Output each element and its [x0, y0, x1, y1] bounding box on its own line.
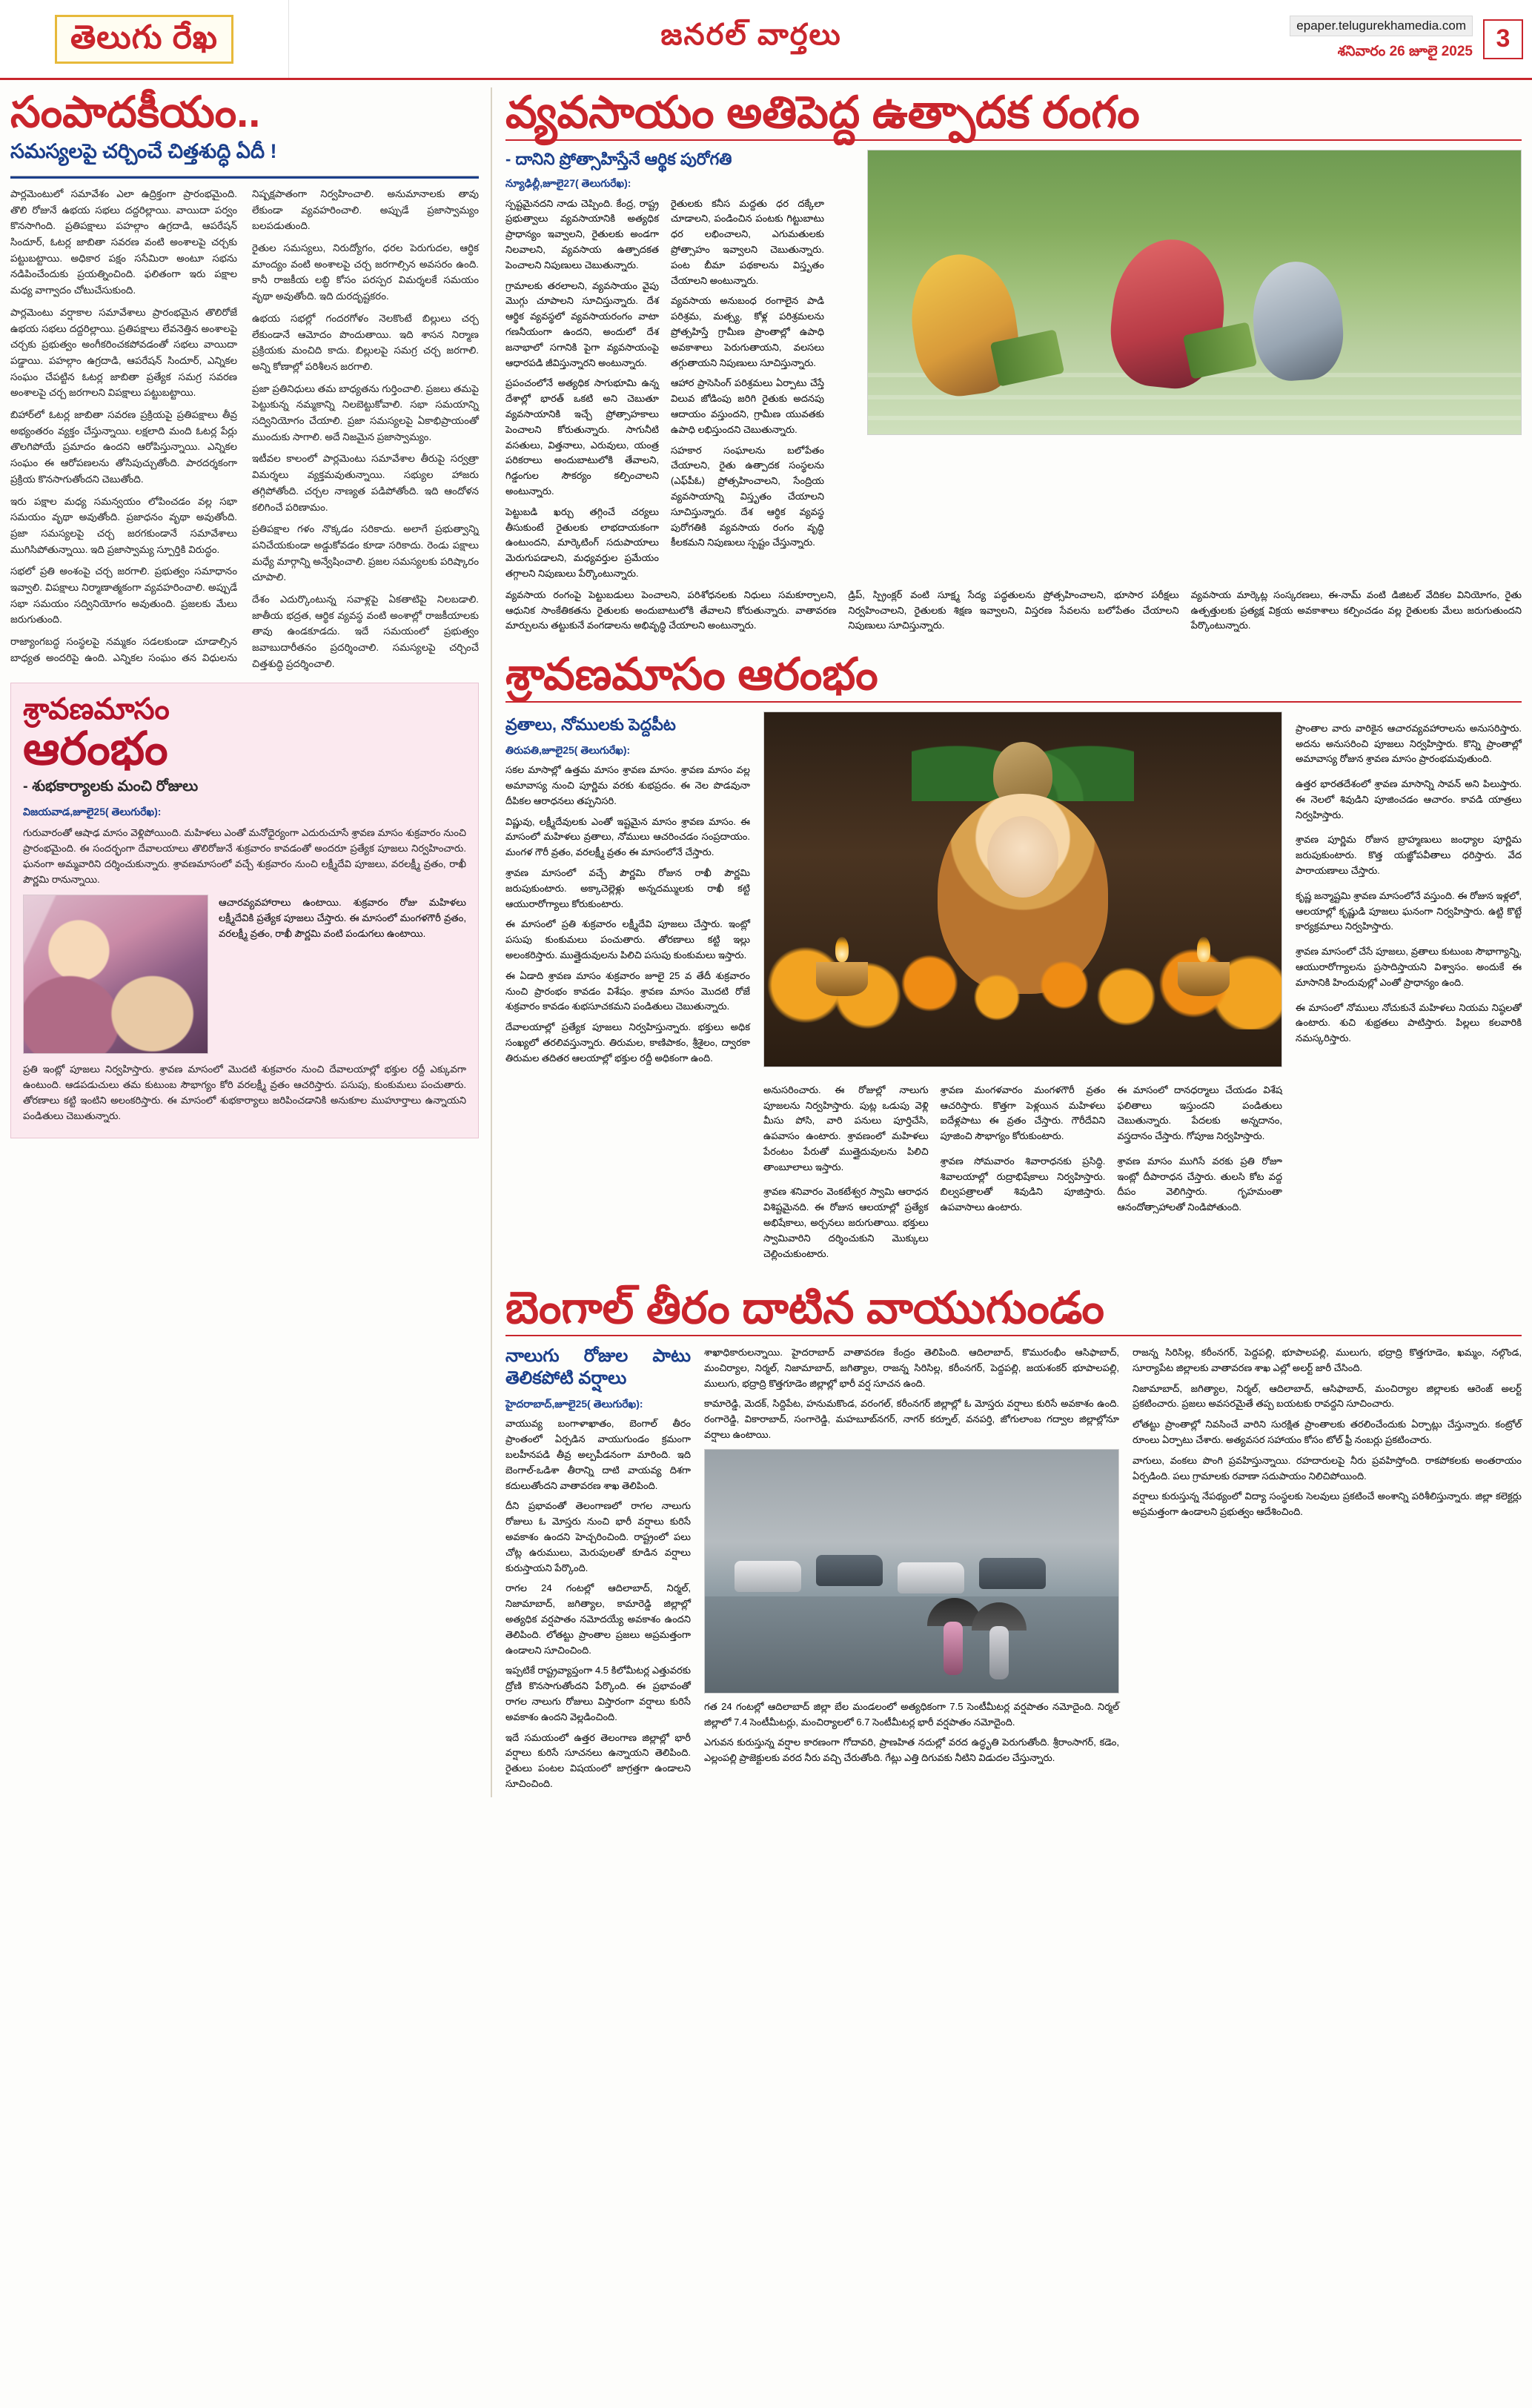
rain-paragraph: రాగల 24 గంటల్లో ఆదిలాబాద్, నిర్మల్, నిజామాబాద్, జగిత్యాల, కామారెడ్డి జిల్లాల్లో అత్యధిక వర్షపాతం నమోదయ్యే అవకాశం ఉందని తెలిపింది. లోతట్టు ప్రాంతాల ప్రజలు అప్రమత్తంగా ఉండాలని సూచించింది. [505, 1582, 691, 1656]
editorial-paragraph: దేశం ఎదుర్కొంటున్న సవాళ్లపై ఏకతాటిపై నిలబడాలి. జాతీయ భద్రత, ఆర్థిక వ్యవస్థ వంటి అంశాల్లో రాజకీయాలకు తావు ఉండకూడదు. ఇదే సమయంలో ప్రభుత్వం జవాబుదారీతనం ప్రదర్శించాలి. సమస్యలపై చర్చించే చిత్తశుద్ధి ప్రదర్శించాలి. [252, 594, 479, 669]
rain-paragraph: లోతట్టు ప్రాంతాల్లో నివసించే వారిని సురక్షిత ప్రాంతాలకు తరలించేందుకు ఏర్పాట్లు చేస్తున్నారు. కంట్రోల్ రూంలు ఏర్పాటు చేశారు. అత్యవసర సహాయం కోసం టోల్ ఫ్రీ నంబర్లు ప్రకటించారు. [1133, 1419, 1522, 1446]
editorial-paragraph: ఇరు పక్షాల మధ్య సమన్వయం లోపించడం వల్ల సభా సమయం వృథా అవుతోంది. ప్రజాధనం వృథా అవుతోంది. ప్రజా సమస్యలపై చర్చ జరగకుండానే సమావేశాలు ముగిసిపోతున్నాయి. ఇది ప్రజాస్వామ్య స్పూర్తికి విరుద్ధం. [10, 495, 237, 555]
rain-paragraph: గత 24 గంటల్లో ఆదిలాబాద్ జిల్లా బేల మండలంలో అత్యధికంగా 7.5 సెంటీమీటర్ల వర్షపాతం నమోదైంది. నిర్మల్ జిల్లాలో 7.4 సెంటీమీటర్లు, మంచిర్యాలలో 6.7 సెంటీమీటర్ల భారీ వర్షపాతం నమోదైంది. [704, 1700, 1119, 1728]
sravana-right-body [1296, 712, 1522, 1272]
divider [10, 176, 479, 179]
sidebar-headline-line1: శ్రావణమాసం [23, 692, 170, 726]
photo-oil-lamp [1178, 962, 1230, 996]
sravana-paragraph: శ్రావణ శనివారం వెంకటేశ్వర స్వామి ఆరాధన విశిష్టమైనది. ఈ రోజున ఆలయాల్లో ప్రత్యేక అభిషేకాలు, అర్చనలు జరుగుతాయి. భక్తులు స్వామివారిని దర్శించుకుని మొక్కులు చెల్లించుకుంటారు. [763, 1186, 929, 1259]
agri-paragraph: గ్రామాలకు తరలాలని, వ్యవసాయం వైపు మొగ్గు చూపాలని సూచిస్తున్నారు. దేశ ఆర్థిక వ్యవస్థలో వ్యవసాయరంగం వాటా గణనీయంగా ఉందని, అందులో దేశ జనాభాలో సగానికి పైగా వ్యవసాయంపై ఆధారపడి జీవిస్తున్నారని అంటున్నారు. [505, 279, 659, 368]
agri-paragraph: ఆహార ప్రాసెసింగ్ పరిశ్రమలు ఏర్పాటు చేస్తే విలువ జోడింపు జరిగి రైతుకు అదనపు ఆదాయం వస్తుందని, గ్రామీణ యువతకు ఉపాధి లభిస్తుందని చెబుతున్నారు. [671, 377, 824, 435]
rain-paragraph: రాజన్న సిరిసిల్ల, కరీంనగర్, పెద్దపల్లి, భూపాలపల్లి, ములుగు, భద్రాద్రి కొత్తగూడెం, ఖమ్మం, నల్గొండ, సూర్యాపేట జిల్లాలకు వాతావరణ శాఖ ఎల్లో అలర్ట్ జారీ చేసింది. [1133, 1347, 1522, 1373]
photo-vehicle [735, 1561, 801, 1592]
section-title: జనరల్ వార్తలు [660, 19, 842, 51]
divider [505, 139, 1522, 141]
agri-paragraph: పెట్టుబడి ఖర్చు తగ్గించే చర్యలు తీసుకుంటే రైతులకు లాభదాయకంగా ఉంటుందని, మార్కెటింగ్ సదుపాయాలు మెరుగుపడాలని, మధ్యవర్తుల ప్రమేయం తగ్గాలని నిపుణులు పేర్కొంటున్నారు. [505, 505, 659, 579]
rain-paragraph: నిజామాబాద్, జగిత్యాల, నిర్మల్, ఆదిలాబాద్, ఆసిఫాబాద్, మంచిర్యాల జిల్లాలకు ఆరెంజ్ అలర్ట్ ప్రకటించారు. ప్రజలు అవసరమైతే తప్ప బయటకు రావద్దని సూచించారు. [1133, 1382, 1522, 1410]
editorial-paragraph: ప్రతిపక్షాల గళం నొక్కడం సరికాదు. అలాగే ప్రభుత్వాన్ని పనిచేయకుండా అడ్డుకోవడం కూడా సరికాదు. రెండు పక్షాలు మధ్యే మార్గాన్ని అన్వేషించాలి. ప్రజల సమస్యలకు పరిష్కారం చూపాలి. [252, 523, 479, 583]
agri-body [505, 196, 824, 582]
story-rain [505, 1284, 1522, 1797]
sravana-paragraph: ప్రాంతాల వారు వారికైన ఆచారవ్యవహారాలను అనుసరిస్తారు. అదను అనుసరించి పూజలు నిర్వహిస్తారు. కొన్ని ప్రాంతాల్లో అమావాస్య రోజున శ్రావణ మాసం ప్రారంభమవుతుంది. [1296, 722, 1522, 765]
divider [505, 1335, 1522, 1336]
sravana-paragraph: ఈ మాసంలో నోములు నోచుకునే మహిళలు నియమ నిష్ఠలతో ఉంటారు. శుచి శుభ్రతలు పాటిస్తారు. పిల్లలు కలవారికి నమస్కరిస్తారు. [1296, 1001, 1522, 1044]
agri-body-continued [505, 588, 1522, 639]
sidebar-subhead: - శుభకార్యాలకు మంచి రోజులు [23, 777, 199, 795]
rain-left-body [505, 1345, 691, 1797]
editorial-paragraph: రాజ్యాంగబద్ధ సంస్థలపై నమ్మకం సడలకుండా చూడాల్సిన బాధ్యత అందరిపై ఉంది. ఎన్నికల సంఘం తన విధులను నిష్పక్షపాతంగా నిర్వహించాలి. అనుమానాలకు తావు లేకుండా వ్యవహరించాలి. అప్పుడే ప్రజాస్వామ్యం బలపడుతుంది. [10, 188, 479, 663]
editorial-paragraph: ప్రజా ప్రతినిధులు తమ బాధ్యతను గుర్తించాలి. ప్రజలు తమపై పెట్టుకున్న నమ్మకాన్ని నిలబెట్టుకోవాలి. సభా సమయాన్ని సద్వినియోగం చేయాలి. ప్రజా సమస్యలపై ఏకాభిప్రాయంతో ముందుకు సాగాలి. అదే నిజమైన ప్రజాస్వామ్యం. [252, 382, 479, 442]
sravana-under-photo-left [763, 1073, 929, 1272]
photo-figure [1250, 259, 1347, 383]
agri-kicker: - దానిని ప్రోత్సాహిస్తేనే ఆర్థిక పురోగతి [505, 149, 732, 168]
sidebar-text: గురువారంతో ఆషాఢ మాసం వెళ్లిపోయింది. మహిళలు ఎంతో మనోధైర్యంగా ఎదురుచూసే శ్రావణ మాసం శుక్రవారం నుంచి ప్రారంభమైంది. ఈ సందర్భంగా దేవాలయాలు తొలిరోజునే శుక్రవారం కావడంతో అందరూ ప్రత్యేక పూజలు నిర్వహించారు. ఘనంగా అమ్మవారిని దర్శించుకున్నారు. శ్రావణమాసంలో వచ్చే శుక్రవారం నుంచి లక్ష్మీదేవి పూజలు, వరలక్ష్మీ వ్రతం, రాఖీ పౌర్ణమి రానున్నాయి. [23, 826, 466, 885]
rain-paragraph: శాఖాధికారులన్నాయి. హైదరాబాద్ వాతావరణ కేంద్రం తెలిపింది. ఆదిలాబాద్, కొమురంభీం ఆసిఫాబాద్, మంచిర్యాల, నిర్మల్, నిజామాబాద్, జగిత్యాల, రాజన్న సిరిసిల్ల, కరీంనగర్, పెద్దపల్లి, జయశంకర్ భూపాలపల్లి, ములుగు, భద్రాద్రి కొత్తగూడెం జిల్లాల్లో భారీ వర్ష సూచన ఉంది. [704, 1347, 1119, 1389]
rain-paragraph: వాయువ్య బంగాళాఖాతం, బెంగాల్ తీరం ప్రాంతంలో ఏర్పడిన వాయుగుండం క్రమంగా బలహీనపడి తీవ్ర అల్పపీడనంగా మారింది. ఇది బెంగాల్-ఒడిశా తీరాన్ని దాటి వాయవ్య దిశగా కదులుతోందని వాతావరణ శాఖ తెలిపింది. [505, 1418, 691, 1491]
sravana-paragraph: సకల మాసాల్లో ఉత్తమ మాసం శ్రావణ మాసం. శ్రావణ మాసం వల్ల అమావాస్య నుంచి పూర్ణిమ వరకు శుభప్రదం. ఈ నెల పొడవునా దీపికల ఆరాధనలు తప్పనిసరి. [505, 764, 750, 806]
rain-paragraph: వర్షాలు కురుస్తున్న నేపథ్యంలో విద్యా సంస్థలకు సెలవులు ప్రకటించే అంశాన్ని పరిశీలిస్తున్నారు. జిల్లా కలెక్టర్లు అప్రమత్తంగా ఉండాలని ప్రభుత్వం ఆదేశించింది. [1133, 1490, 1522, 1518]
sravana-headline: శ్రావణమాసం ఆరంభం [505, 649, 878, 700]
agri-paragraph: వ్యవసాయ మార్కెట్ల సంస్కరణలు, ఈ-నామ్ వంటి డిజిటల్ వేదికల వినియోగం, రైతు ఉత్పత్తులకు ప్రత్యక్ష విక్రయ అవకాశాలు కల్పించడం వల్ల రైతులకు మేలు జరుగుతుందని పేర్కొంటున్నారు. [1190, 588, 1522, 631]
agri-paragraph: ప్రపంచంలోనే అత్యధిక సాగుభూమి ఉన్న దేశాల్లో భారత్ ఒకటి అని చెబుతూ వ్యవసాయానికి ఇచ్చే ప్రోత్సాహకాలు పెంచాలని కోరుతున్నారు. సాగునీటి వసతులు, విత్తనాలు, ఎరువులు, యంత్ర పరికరాలు అందుబాటులోకి తేవాలని, గిడ్డంగుల సౌకర్యం కల్పించాలని అంటున్నారు. [505, 377, 659, 497]
editorial-paragraph: రైతుల సమస్యలు, నిరుద్యోగం, ధరల పెరుగుదల, ఆర్థిక మాంద్యం వంటి అంశాలపై చర్చ జరగాల్సిన అవసరం ఉంది. కానీ రాజకీయ లబ్ధి కోసం పరస్పర విమర్శలకే సమయం వృథా అవుతోంది. ఇది దురదృష్టకరం. [252, 242, 479, 302]
sravana-left-body [505, 712, 750, 1272]
sravana-paragraph: ఈ ఏడాది శ్రావణ మాసం శుక్రవారం జూలై 25 వ తేదీ శుక్రవారం నుంచి ప్రారంభం కావడం విశేషం. శ్రావణ మాసం మొదటి రోజే శుక్రవారం కావడం శుభసూచకమని పండితులు చెబుతున్నారు. [505, 969, 750, 1012]
photo-vehicle [898, 1562, 964, 1593]
varalakshmi-idol-photo [763, 712, 1282, 1067]
agri-paragraph: డ్రిప్, స్ప్రింక్లర్ వంటి సూక్ష్మ సేద్య పద్ధతులను ప్రోత్సహించాలని, భూసార పరీక్షలు నిర్వహించాలని, రైతులకు శిక్షణ ఇవ్వాలని, విస్తరణ సేవలను బలోపేతం చేయాలని నిపుణులు సూచిస్తున్నారు. [848, 588, 1179, 631]
photo-oil-lamp [816, 962, 868, 996]
sravana-paragraph: ఈ మాసంలో ప్రతి శుక్రవారం లక్ష్మీదేవి పూజలు చేస్తారు. ఇంట్లో పసుపు కుంకుమలు పంచుతారు. తోరణాలు కట్టి ఇల్లు అలంకరిస్తారు. ముత్తైదువులను పిలిచి పసుపు కుంకుమలు ఇస్తారు. [505, 918, 750, 961]
masthead-meta [1213, 0, 1532, 78]
photo-pedestrian [989, 1626, 1009, 1679]
story-agriculture [505, 89, 1522, 639]
rain-paragraph: వాగులు, వంకలు పొంగి ప్రవహిస్తున్నాయి. రహదారులపై నీరు ప్రవహిస్తోంది. రాకపోకలకు అంతరాయం ఏర్పడింది. పలు గ్రామాలకు రవాణా సదుపాయం నిలిచిపోయింది. [1133, 1454, 1522, 1482]
sravana-paragraph: కృష్ణ జన్మాష్టమి శ్రావణ మాసంలోనే వస్తుంది. ఈ రోజున ఇళ్లలో, ఆలయాల్లో కృష్ణుడి పూజలు ఘనంగా నిర్వహిస్తారు. ఉట్టి కొట్టే కార్యక్రమాలు నిర్వహిస్తారు. [1296, 889, 1522, 932]
agri-paragraph: స్పష్టమైనదని నాడు చెప్పింది. కేంద్ర, రాష్ట్ర ప్రభుత్వాలు వ్యవసాయానికి అత్యధిక ప్రాధాన్యం ఇవ్వాలని, రైతులకు అండగా నిలవాలని, వ్యవసాయ ఉత్పాదకత పెంచాలని నిపుణులు చెబుతున్నారు. [505, 197, 659, 271]
editorial-subtitle: సమస్యలపై చర్చించే చిత్తశుద్ధి ఏదీ ! [10, 139, 277, 162]
rain-dateline: హైదరాబాద్,జూలై25( తెలుగురేఖ): [505, 1398, 643, 1410]
agri-paragraph: వ్యవసాయ రంగంపై పెట్టుబడులు పెంచాలని, పరిశోధనలకు నిధులు సమకూర్చాలని, ఆధునిక సాంకేతికతను రైతులకు అందుబాటులోకి తేవాలని కోరుతున్నారు. వాతావరణ మార్పులను తట్టుకునే వంగడాలను అభివృద్ధి చేయాలని అంటున్నారు. [505, 588, 837, 631]
sravana-paragraph: విష్ణువు, లక్ష్మీదేవులకు ఎంతో ఇష్టమైన మాసం శ్రావణ మాసం. ఈ మాసంలో మహిళలు వ్రతాలు, నోములు ఆచరించడం సంప్రదాయం. మంగళ గౌరీ వ్రతం, వరలక్ష్మీ వ్రతం ఈ మాసంలోనే చేస్తారు. [505, 815, 750, 858]
sravana-paragraph: దేవాలయాల్లో ప్రత్యేక పూజలు నిర్వహిస్తున్నారు. భక్తులు అధిక సంఖ్యలో తరలివస్తున్నారు. తిరుమల, కాణిపాకం, శ్రీశైలం, ద్వారకా తిరుమల తదితర ఆలయాల్లో భక్తుల రద్దీ అధికంగా ఉంది. [505, 1021, 750, 1064]
page-content [0, 80, 1532, 1797]
sravana-sidebar-box [10, 683, 479, 1138]
editorial-title: సంపాదకీయం.. [10, 88, 261, 136]
publication-logo[interactable] [0, 0, 289, 78]
wedding-hands-photo [23, 895, 208, 1054]
rain-paragraph: కామారెడ్డి, మెదక్, సిద్దిపేట, హనుమకొండ, వరంగల్, కరీంనగర్ జిల్లాల్లో ఓ మోస్తరు వర్షాలు కురిసే అవకాశం ఉంది. రంగారెడ్డి, వికారాబాద్, సంగారెడ్డి, మహబూబ్‌నగర్, నాగర్ కర్నూల్, వనపర్తి, జోగులాంబ గద్వాల జిల్లాల్లోనూ వర్షాలు ఉంటాయి. [704, 1398, 1119, 1441]
sravana-paragraph: శ్రావణ మంగళవారం మంగళగౌరీ వ్రతం ఆచరిస్తారు. కొత్తగా పెళ్లయిన మహిళలు ఐదేళ్లపాటు ఈ వ్రతం చేస్తారు. గౌరీదేవిని పూజించి సౌభాగ్యం కోరుకుంటారు. [940, 1084, 1106, 1142]
photo-pedestrian [944, 1622, 963, 1675]
rain-mid-body [704, 1345, 1119, 1797]
sravana-paragraph: శ్రావణ పూర్ణిమ రోజున బ్రాహ్మణులు జంధ్యాల పూర్ణిమ జరుపుకుంటారు. కొత్త యజ్ఞోపవీతాలు ధరిస్తారు. వేద పారాయణాలు చేస్తారు. [1296, 834, 1522, 877]
editorial-paragraph: బిహార్‌లో ఓటర్ల జాబితా సవరణ ప్రక్రియపై ప్రతిపక్షాలు తీవ్ర అభ్యంతరం వ్యక్తం చేస్తున్నాయి. లక్షలాది మంది ఓటర్ల పేర్లు తొలగిపోయే ప్రమాదం ఉందని ఆరోపిస్తున్నాయి. ఎన్నికల సంఘం ఈ ఆరోపణలను తోసిపుచ్చుతోంది. పారదర్శకంగా ప్రక్రియ కొనసాగుతోందని చెబుతోంది. [10, 409, 237, 485]
logo-text: తెలుగు రేఖ [70, 19, 219, 56]
agri-paragraph: సహకార సంఘాలను బలోపేతం చేయాలని, రైతు ఉత్పాదక సంస్థలను (ఎఫ్‌పీఓ) ప్రోత్సహించాలని, సేంద్రియ వ్యవసాయాన్ని విస్తృతం చేయాలని సూచిస్తున్నారు. దేశ ఆర్థిక వ్యవస్థ పురోగతికి వ్యవసాయ రంగం వృద్ధి కీలకమని నిపుణులు స్పష్టం చేస్తున్నారు. [671, 444, 824, 548]
section-header [289, 0, 1213, 78]
editorial-paragraph: పార్లమెంటు వర్షాకాల సమావేశాలు ప్రారంభమైన తొలిరోజే ఉభయ సభలు దద్దరిల్లాయి. ప్రతిపక్షాలు లేవనెత్తిన అంశాలపై చర్చకు ప్రభుత్వం అంగీకరించకపోవడంతో సభలు వాయిదా పడ్డాయి. పహల్గాం ఉగ్రదాడి, ఆపరేషన్ సిందూర్, ఎన్నికల సంఘం చేపట్టిన ఓటర్ల జాబితా ప్రత్యేక సమగ్ర సవరణ అంశాలపై చర్చ జరగాలని విపక్షాలు పట్టుబట్టాయి. [10, 306, 237, 399]
main-news-column [492, 87, 1522, 1797]
sidebar-side-text: ఆచారవ్యవహారాలు ఉంటాయి. శుక్రవారం రోజు మహిళలు లక్ష్మీదేవికి ప్రత్యేక పూజలు చేస్తారు. ఈ మాసంలో మంగళగౌరీ వ్రతం, వరలక్ష్మీ వ్రతం, రాఖీ పౌర్ణమి వంటి పండుగలు ఉంటాయి. [219, 897, 466, 940]
sravana-paragraph: శ్రావణ సోమవారం శివారాధనకు ప్రసిద్ధి. శివాలయాల్లో రుద్రాభిషేకాలు నిర్వహిస్తారు. బిల్వపత్రాలతో శివుడిని పూజిస్తారు. ఉపవాసాలు ఉంటారు. [940, 1155, 1106, 1213]
editorial-body [10, 186, 479, 672]
rain-paragraph: ఎగువన కురుస్తున్న వర్షాల కారణంగా గోదావరి, ప్రాణహిత నదుల్లో వరద ఉద్ధృతి పెరుగుతోంది. శ్రీరాంసాగర్, కడెం, ఎల్లంపల్లి ప్రాజెక్టులకు వరద నీరు వచ్చి చేరుతోంది. గేట్లు ఎత్తి దిగువకు నీటిని విడుదల చేస్తున్నారు. [704, 1737, 1119, 1764]
rain-street-photo [704, 1449, 1119, 1694]
divider [505, 701, 1522, 703]
sidebar-headline-line2: ఆరంభం [23, 723, 168, 775]
photo-vehicle [816, 1555, 883, 1586]
story-sravana [505, 651, 1522, 1271]
sravana-under-photo-right [1117, 1073, 1282, 1272]
sravana-kicker: వ్రతాలు, నోములకు పెద్దపీట [505, 714, 676, 734]
editorial-column [10, 87, 492, 1797]
sravana-paragraph: శ్రావణ మాసం ముగిసే వరకు ప్రతి రోజూ ఇంట్లో దీపారాధన చేస్తారు. తులసి కోట వద్ద దీపం వెలిగిస్తారు. గృహమంతా ఆనందోత్సాహాలతో నిండిపోతుంది. [1117, 1155, 1283, 1213]
sravana-under-photo-mid [941, 1073, 1106, 1272]
rain-right-body [1133, 1345, 1522, 1797]
sravana-paragraph: శ్రావణ మాసంలో వచ్చే పౌర్ణమి రోజున రాఖీ పౌర్ణమి జరుపుకుంటారు. అక్కాచెల్లెళ్లు అన్నదమ్ములకు రాఖీ కట్టి ఆయురారోగ్యాలు కోరుకుంటారు. [505, 867, 750, 909]
rain-paragraph: దీని ప్రభావంతో తెలంగాణలో రాగల నాలుగు రోజులు ఓ మోస్తరు నుంచి భారీ వర్షాలు కురిసే అవకాశం ఉందని హెచ్చరించింది. రాష్ట్రంలో పలు చోట్ల ఉరుములు, మెరుపులతో కూడిన వర్షాలు కురుస్తాయని పేర్కొంది. [505, 1500, 691, 1573]
rain-paragraph: ఇప్పటికే రాష్ట్రవ్యాప్తంగా 4.5 కిలోమీటర్ల ఎత్తువరకు ద్రోణి కొనసాగుతోందని పేర్కొంది. ఈ ప్రభావంతో రాగల నాలుగు రోజులు విస్తారంగా వర్షాలు కురిసే అవకాశం ఉందని వెల్లడించింది. [505, 1665, 691, 1722]
photo-road [705, 1596, 1118, 1693]
page-number: 3 [1483, 19, 1523, 59]
rain-paragraph: ఇదే సమయంలో ఉత్తర తెలంగాణ జిల్లాల్లో భారీ వర్షాలు కురిసే సూచనలు ఉన్నాయని తెలిపింది. రైతులు పంటల విషయంలో జాగ్రత్తగా ఉండాలని సూచించింది. [505, 1731, 691, 1789]
agri-dateline: న్యూఢిల్లీ,జూలై27( తెలుగురేఖ): [505, 176, 631, 189]
paddy-transplanting-photo [867, 150, 1522, 435]
editorial-paragraph: పార్లమెంటులో సమావేశం ఎలా ఉద్రిక్తంగా ప్రారంభమైంది. తొలి రోజునే ఉభయ సభలు దద్దరిల్లాయి. వాయిదా పర్వం కొనసాగింది. ప్రతిపక్షాలు పహల్గాం ఉగ్రదాడి, ఆపరేషన్ సిందూర్, ఓటర్ల జాబితా సవరణ వంటి అంశాలపై చర్చకు పట్టుబట్టాయి. అధికార పక్షం ససేమిరా అంటూ సభను నడిపించేందుకు ప్రయత్నించింది. ఫలితంగా ఇరు పక్షాల మధ్య వాగ్వాదం చోటుచేసుకుంది. [10, 188, 237, 296]
agri-paragraph: వ్యవసాయ అనుబంధ రంగాలైన పాడి పరిశ్రమ, మత్స్య, కోళ్ల పరిశ్రమలను ప్రోత్సహిస్తే గ్రామీణ ప్రాంతాల్లో ఉపాధి అవకాశాలు పెరుగుతాయని, వలసలు తగ్గుతాయని నిపుణులు సూచిస్తున్నారు. [671, 295, 824, 368]
sravana-paragraph: శ్రావణ మాసంలో చేసే పూజలు, వ్రతాలు కుటుంబ సౌభాగ్యాన్ని, ఆయురారోగ్యాలను ప్రసాదిస్తాయని విశ్వాసం. అందుకే ఈ మాసానికి హిందువుల్లో ఎంతో ప్రాధాన్యం ఉంది. [1296, 946, 1522, 988]
sidebar-bottom-text: ప్రతి ఇంట్లో పూజలు నిర్వహిస్తారు. శ్రావణ మాసంలో మొదటి శుక్రవారం నుంచి దేవాలయాల్లో భక్తుల రద్దీ ఎక్కువగా ఉంటుంది. ఆడపడుచులు తమ కుటుంబ సౌభాగ్యం కోరి వరలక్ష్మీ వ్రతం ఆచరిస్తారు. పసుపు, కుంకుమలు పంచుతారు. తోరణాలు కట్టి ఇంటిని అలంకరిస్తారు. ఈ మాసంలో శుభకార్యాలు జరిపించడానికి అనుకూల ముహూర్తాలు ఉన్నాయని పండితులు చెబుతున్నారు. [23, 1064, 466, 1122]
sravana-paragraph: ఉత్తర భారతదేశంలో శ్రావణ మాసాన్ని సావన్ అని పిలుస్తారు. ఈ నెలలో శివుడిని పూజించడం ఆచారం. కావడి యాత్రలు నిర్వహిస్తారు. [1296, 778, 1522, 820]
rain-kicker: నాలుగు రోజుల పాటు తెలికపోటి వర్షాలు [505, 1346, 691, 1389]
editorial-paragraph: సభలో ప్రతి అంశంపై చర్చ జరగాలి. ప్రభుత్వం సమాధానం ఇవ్వాలి. విపక్షాలు నిర్మాణాత్మకంగా వ్యవహరించాలి. అప్పుడే సభా సమయం సద్వినియోగం అవుతుంది. ప్రజలకు మేలు జరుగుతుంది. [10, 565, 237, 626]
sravana-paragraph: అనుసరించారు. ఈ రోజుల్లో నాలుగు పూజలను నిర్వహిస్తారు. పుట్ల ఒడుపు వెళ్లి మీసు పోసి, వారి పనులు పూర్తిచేసి, ఉపవాసం ఉంటారు. శ్రావణంలో మహిళలు పేరంటం పేరుతో ముత్తైదువులను పిలిచి తాంబూలాలు ఇస్తారు. [763, 1084, 929, 1173]
publication-date: శనివారం 26 జూలై 2025 [1337, 43, 1473, 59]
masthead [0, 0, 1532, 80]
editorial-paragraph: ఉభయ సభల్లో గందరగోళం నెలకొంటే బిల్లులు చర్చ లేకుండానే ఆమోదం పొందుతాయి. ఇది శాసన నిర్మాణ ప్రక్రియకు మంచిది కాదు. బిల్లులపై సమగ్ర చర్చ జరగాలి. అన్ని కోణాల్లో పరిశీలన జరగాలి. [252, 312, 479, 372]
sravana-paragraph: ఈ మాసంలో దానధర్మాలు చేయడం విశేష ఫలితాలు ఇస్తుందని పండితులు చెబుతున్నారు. పేదలకు అన్నదానం, వస్త్రదానం చేస్తారు. గోపూజ నిర్వహిస్తారు. [1117, 1084, 1283, 1142]
rain-headline: బెంగాల్ తీరం దాటిన వాయుగుండం [505, 1283, 1104, 1333]
epaper-url[interactable]: epaper.telugurekhamedia.com [1290, 16, 1473, 36]
sravana-dateline: తిరుపతి,జూలై25( తెలుగురేఖ): [505, 743, 631, 756]
photo-vehicle [979, 1558, 1046, 1589]
agri-headline: వ్యవసాయం అతిపెద్ద ఉత్పాదక రంగం [505, 87, 1140, 137]
agri-paragraph: రైతులకు కనీస మద్దతు ధర దక్కేలా చూడాలని, పండించిన పంటకు గిట్టుబాటు ధర లభించాలని, ఎగుమతులకు ప్రోత్సాహం ఇవ్వాలని చెబుతున్నారు. పంట బీమా పథకాలను విస్తృతం చేయాలని అంటున్నారు. [671, 197, 824, 286]
sidebar-dateline: విజయవాడ,జూలై25( తెలుగురేఖ): [23, 805, 162, 817]
photo-idol-face [987, 816, 1058, 898]
editorial-paragraph: ఇటీవల కాలంలో పార్లమెంటు సమావేశాల తీరుపై సర్వత్రా విమర్శలు వ్యక్తమవుతున్నాయి. సభ్యుల హాజరు తగ్గిపోతోంది. చర్చల నాణ్యత పడిపోతోంది. ఇది ఆందోళన కలిగించే పరిణామం. [252, 453, 479, 513]
